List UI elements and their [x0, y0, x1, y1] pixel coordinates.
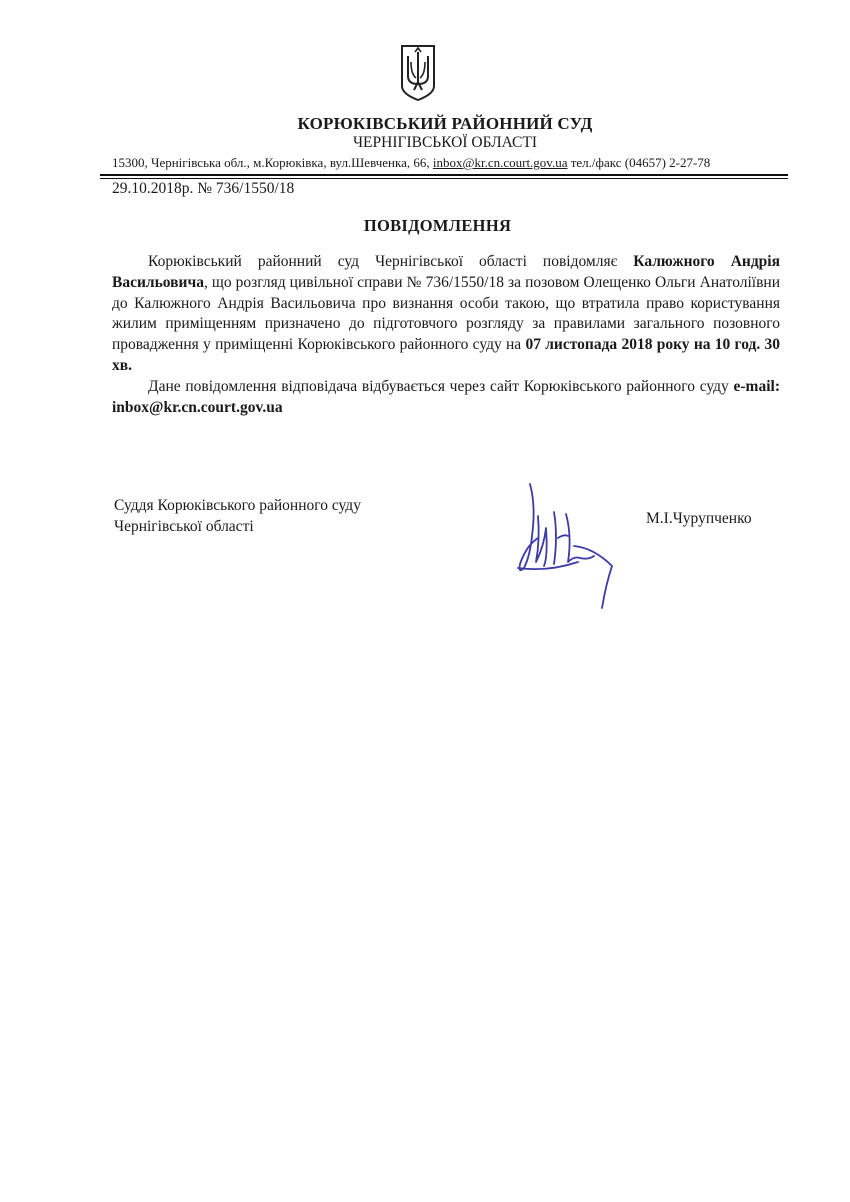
address-prefix: 15300, Чернігівська обл., м.Корюківка, вул.Шевченка, 66, [112, 155, 433, 170]
defendant-name: Калюжного Андрія Васильовича [112, 253, 780, 291]
judge-name: М.І.Чурупченко [646, 510, 752, 527]
trident-icon [398, 42, 438, 102]
header-divider-thin [100, 178, 788, 179]
court-region: ЧЕРНІГІВСЬКОЇ ОБЛАСТІ [352, 134, 537, 151]
address-phone: тел./факс (04657) 2-27-78 [567, 155, 711, 170]
address-email-link[interactable]: inbox@kr.cn.court.gov.ua [432, 155, 568, 170]
paragraph1-intro: Корюківський районний суд Чернігівської області повідомляє [148, 253, 634, 270]
court-email: e-mail: inbox@kr.cn.court.gov.ua [112, 377, 780, 416]
notice-paragraph-2 [112, 377, 780, 419]
judge-title-line-2: Чернігівської області [114, 517, 254, 535]
paragraph1-middle: , що розгляд цивільної справи № 736/1550/18 за позовом Олещенко Ольги Анатоліївни до Калюжного Андрія Васильовича про визнання особи такою, що втратила право користування жилим приміщенням призначено до підготовчого розгляду за правилами загального позовного провадження у приміщенні Корюківського районного суду на [112, 273, 780, 354]
judge-title-line-1: Суддя Корюківського районного суду [114, 497, 361, 514]
court-name: КОРЮКІВСЬКИЙ РАЙОННИЙ СУД [297, 114, 593, 133]
handwritten-signature [508, 476, 628, 616]
paragraph2-text: Дане повідомлення відповідача відбувається через сайт Корюківського районного суду [148, 377, 734, 395]
header-divider-thick [100, 174, 788, 176]
hearing-datetime: 07 листопада 2018 року на 10 год. 30 хв. [112, 336, 780, 374]
notice-paragraph-1 [112, 252, 780, 377]
court-address [112, 155, 792, 171]
notice-body [112, 252, 780, 418]
date-and-case-number: 29.10.2018р. № 736/1550/18 [112, 180, 295, 197]
document-heading: ПОВІДОМЛЕННЯ [363, 216, 512, 235]
judge-title [114, 496, 361, 537]
